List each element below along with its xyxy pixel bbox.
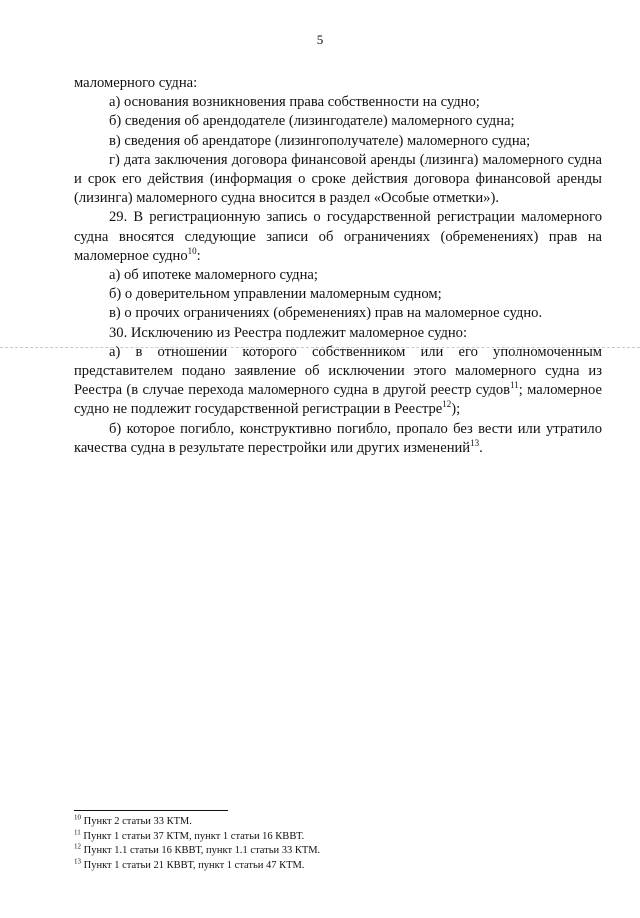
footnote-ref: 12: [442, 399, 452, 410]
paragraph: а) об ипотеке маломерного судна;: [109, 267, 318, 284]
page-number: 5: [316, 32, 324, 47]
paragraph: маломерного судна:: [74, 75, 198, 91]
footnotes: [74, 810, 602, 873]
footnote-ref: 13: [470, 438, 480, 448]
footnote: $^{13}$ Пункт 1 статьи 21 КВВТ, пункт 1 статьи 47 КТМ.: [74, 857, 305, 871]
footnote-ref: 11: [510, 380, 519, 391]
document-body: [74, 74, 602, 458]
footnote-ref: 10: [187, 245, 197, 256]
paragraph-30: 30. Исключению из Реестра подлежит маломерное судно:: [109, 324, 468, 341]
paragraph-item-b: б) которое погибло, конструктивно погибло, пропало без вести или утратило качества судна в результате перестройки или других изменений$^{13}$.: [74, 420, 602, 456]
paragraph: г) дата заключения договора финансовой аренды (лизинга) маломерного судна и срок его действия (информация о сроке действия договора финансовой аренды (лизинга) маломерного судна вносится в раздел «Особые отметки»).: [74, 151, 602, 207]
paragraph: в) о прочих ограничениях (обременениях) прав на маломерное судно.: [109, 305, 543, 322]
paragraph: в) сведения об арендаторе (лизингополучателе) маломерного судна;: [109, 132, 531, 149]
paragraph: б) о доверительном управлении маломерным судном;: [109, 286, 442, 303]
paragraph: б) сведения об арендодателе (лизингодателе) маломерного судна;: [109, 113, 515, 130]
footnote: $^{12}$ Пункт 1.1 статьи 16 КВВТ, пункт 1.1 статьи 33 КТМ.: [74, 842, 321, 857]
footnote-divider: [74, 810, 228, 811]
footnote: $^{11}$ Пункт 1 статьи 37 КТМ, пункт 1 статьи 16 КВВТ.: [74, 828, 305, 842]
paragraph-29: 29. В регистрационную запись о государственной регистрации маломерного судна вносятся следующие записи об ограничениях (обременениях) прав на маломерное судно$^{10}$:: [74, 209, 602, 264]
paragraph-item-a: а) в отношении которого собственником или его уполномоченным представителем подано заявление об исключении этого маломерного судна из Реестра (в случае перехода маломерного судна в другой реестр судов$^{11}$; маломерное судно не подлежит государственной регистрации в Реестре$^{12}$);: [74, 343, 602, 418]
paragraph: а) основания возникновения права собственности на судно;: [109, 94, 480, 111]
footnote: $^{10}$ Пункт 2 статьи 33 КТМ.: [74, 813, 192, 827]
